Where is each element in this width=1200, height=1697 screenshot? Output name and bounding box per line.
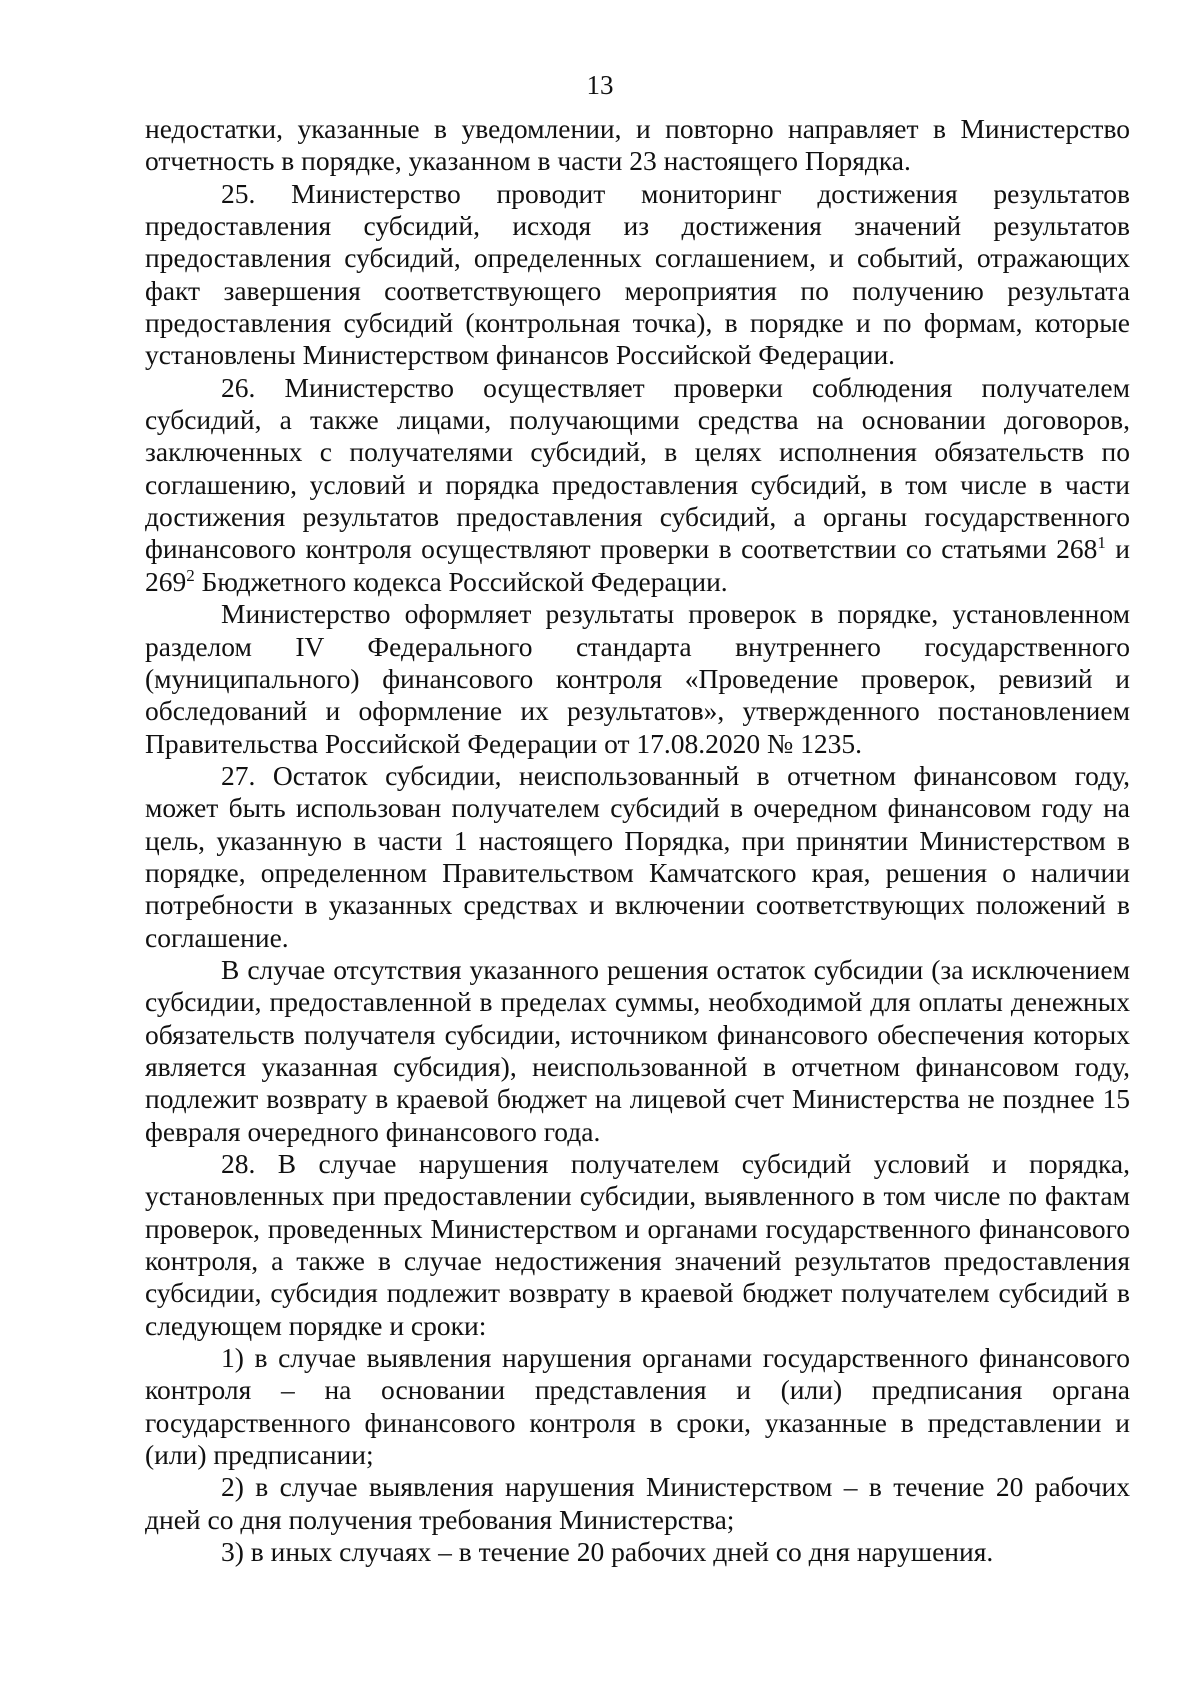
list-item-3: 3) в иных случаях – в течение 20 рабочих дней со дня нарушения. bbox=[221, 1536, 994, 1568]
document-body bbox=[145, 113, 1130, 1568]
list-item-2: 2) в случае выявления нарушения Министерством – в течение 20 рабочих дней со дня получения требования Министерства; bbox=[145, 1471, 1130, 1535]
paragraph-26-text-end: Бюджетного кодекса Российской Федерации. bbox=[194, 565, 728, 597]
paragraph-inspection-results: Министерство оформляет результаты проверок в порядке, установленном разделом IV Федерального стандарта внутреннего государственного (муниципального) финансового контроля «Проведение проверок, ревизий и обследований и оформление их результатов», утвержденного постановлением Правительства Российской Федерации от 17.08.2020 № 1235. bbox=[145, 598, 1130, 759]
paragraph-27-subsidy-balance: 27. Остаток субсидии, неиспользованный в отчетном финансовом году, может быть использован получателем субсидий в очередном финансовом году на цель, указанную в части 1 настоящего Порядка, при принятии Министерством в порядке, определенном Правительством Камчатского края, решения о наличии потребности в указанных средствах и включении соответствующих положений в соглашение. bbox=[145, 759, 1130, 953]
paragraph-continuation: недостатки, указанные в уведомлении, и повторно направляет в Министерство отчетность в порядке, указанном в части 23 настоящего Порядка. bbox=[145, 113, 1130, 177]
paragraph-26-text-start: 26. Министерство осуществляет проверки соблюдения получателем субсидий, а также лицами, получающими средства на основании договоров, заключенных с получателями субсидий, в целях исполнения обязательств по соглашению, условий и порядка предоставления субсидий, в том числе в части достижения результатов предоставления субсидий, а органы государственного финансового контроля осуществляют проверки в соответствии со статьями 268 bbox=[145, 371, 1130, 565]
paragraph-26-inspections bbox=[145, 372, 1130, 598]
superscript-2: 2 bbox=[186, 565, 195, 585]
page-number: 13 bbox=[586, 70, 614, 100]
list-item-1: 1) в случае выявления нарушения органами государственного финансового контроля – на основании представления и (или) предписания органа государственного финансового контроля в сроки, указанные в представлении и (или) предписании; bbox=[145, 1342, 1130, 1471]
paragraph-26-text-middle: и 269 bbox=[145, 533, 1131, 597]
superscript-1: 1 bbox=[1097, 533, 1106, 553]
paragraph-balance-return: В случае отсутствия указанного решения остаток субсидии (за исключением субсидии, предоставленной в пределах суммы, необходимой для оплаты денежных обязательств получателя субсидии, источником финансового обеспечения которых является указанная субсидия), неиспользованной в отчетном финансовом году, подлежит возврату в краевой бюджет на лицевой счет Министерства не позднее 15 февраля очередного финансового года. bbox=[145, 953, 1130, 1147]
paragraph-25-monitoring: 25. Министерство проводит мониторинг достижения результатов предоставления субсидий, исходя из достижения значений результатов предоставления субсидий, определенных соглашением, и событий, отражающих факт завершения соответствующего мероприятия по получению результата предоставления субсидий (контрольная точка), в порядке и по формам, которые установлены Министерством финансов Российской Федерации. bbox=[145, 177, 1130, 371]
paragraph-28-violation-return: 28. В случае нарушения получателем субсидий условий и порядка, установленных при предоставлении субсидии, выявленного в том числе по фактам проверок, проведенных Министерством и органами государственного финансового контроля, а также в случае недостижения значений результатов предоставления субсидии, субсидия подлежит возврату в краевой бюджет получателем субсидий в следующем порядке и сроки: bbox=[145, 1148, 1130, 1341]
